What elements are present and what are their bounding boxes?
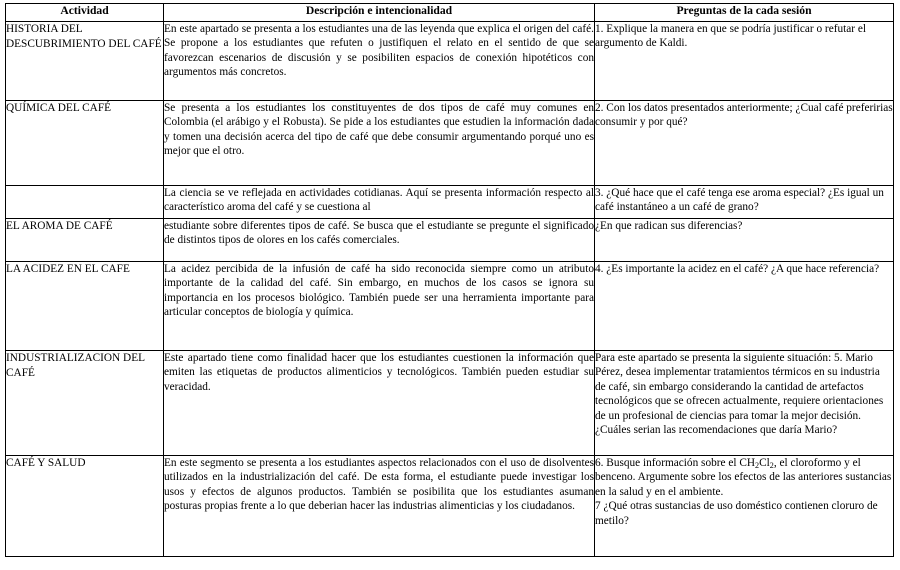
activity-questions-cell: 2. Con los datos presentados anteriormente; ¿Cual café preferirias consumir y por qué? — [595, 101, 894, 186]
question-six-post: , el cloroformo y el benceno. Argumente sobre los efectos de las anteriores sustancias en la salud y en el ambiente. — [595, 457, 892, 498]
table-row — [6, 456, 894, 557]
activity-description-cell: La acidez percibida de la infusión de café ha sido reconocida siempre como un atributo importante de la calidad del café. Sin embargo, en muchos de los casos se ignora su importancia en los procesos biológico. También puede ser una herramienta importante para articular conceptos de biología y química. — [164, 262, 595, 351]
activity-description-cell: En este apartado se presenta a los estudiantes una de las leyenda que explica el origen del café. Se propone a los estudiantes que refuten o justifiquen el relato en el sentido de que se favorezcan escenarios de discusión y se posibiliten espacios de conexión hipotéticos con argumentos más concretos. — [164, 22, 595, 101]
table-body — [6, 22, 894, 557]
table-row — [6, 22, 894, 101]
activity-description-cell: Se presenta a los estudiantes los constituyentes de dos tipos de café muy comunes en Colombia (el arábigo y el Robusta). Se pide a los estudiantes que estudien la información dada y tomen una decisión acerca del tipo de café que debe consumir argumentando porqué uno es mejor que el otro. — [164, 101, 595, 186]
column-header-actividad: Actividad — [6, 4, 164, 22]
question-six — [595, 456, 893, 499]
table-row — [6, 186, 894, 219]
activity-name-cell-empty — [6, 186, 164, 219]
activity-description-cell-part2: estudiante sobre diferentes tipos de café. Se busca que el estudiante se pregunte el significado de distintos tipos de olores en los cafés comerciales. — [164, 219, 595, 262]
activity-name-cell: QUÍMICA DEL CAFÉ — [6, 101, 164, 186]
table-row — [6, 351, 894, 456]
question-seven: 7 ¿Qué otras sustancias de uso doméstico contienen cloruro de metilo? — [595, 500, 878, 527]
activity-description-cell: En este segmento se presenta a los estudiantes aspectos relacionados con el uso de disolventes utilizados en la industrialización del café. De esta forma, el estudiante puede investigar los usos y efectos de algunos productos. También se posibilita que los estudiantes asuman posturas propias frente a lo que deberian hacer las industrias alimenticias y los ciudadanos. — [164, 456, 595, 557]
column-header-descripcion: Descripción e intencionalidad — [164, 4, 595, 22]
activity-name-cell: EL AROMA DE CAFÉ — [6, 219, 164, 262]
activity-questions-cell-part1: 3. ¿Qué hace que el café tenga ese aroma especial? ¿Es igual un café instantáneo a un café de grano? — [595, 186, 894, 219]
activity-table — [5, 3, 894, 557]
question-six-pre: 6. Busque información sobre el CH — [595, 457, 756, 469]
activity-questions-cell: Para este apartado se presenta la siguiente situación: 5. Mario Pérez, desea implementar tratamientos térmicos en su industria de café, sin embargo considerando la cantidad de artefactos tecnológicos que se ofrecen actualmente, requiere orientaciones de un profesional de ciencias para tomar la mejor decisión. ¿Cuáles serian las recomendaciones que daría Mario? — [595, 351, 894, 456]
table-header-row — [6, 4, 894, 22]
formula-subscript-2b: 2 — [769, 461, 774, 471]
activity-description-cell-part1: La ciencia se ve reflejada en actividades cotidianas. Aquí se presenta información respecto al característico aroma del café y se cuestiona al — [164, 186, 595, 219]
activity-name-cell: HISTORIA DEL DESCUBRIMIENTO DEL CAFÉ — [6, 22, 164, 101]
activity-name-cell: CAFÉ Y SALUD — [6, 456, 164, 557]
formula-subscript-2a: 2 — [755, 461, 760, 471]
table-header — [6, 4, 894, 22]
column-header-preguntas: Preguntas de la cada sesión — [595, 4, 894, 22]
table-row — [6, 219, 894, 262]
activity-questions-cell: 1. Explique la manera en que se podría justificar o refutar el argumento de Kaldi. — [595, 22, 894, 101]
activity-name-cell: LA ACIDEZ EN EL CAFE — [6, 262, 164, 351]
activity-name-cell: INDUSTRIALIZACION DEL CAFÉ — [6, 351, 164, 456]
activity-questions-cell: 4. ¿Es importante la acidez en el café? ¿A que hace referencia? — [595, 262, 894, 351]
question-six-mid: Cl — [759, 457, 770, 469]
activity-questions-cell-part2: ¿En que radican sus diferencias? — [595, 219, 894, 262]
table-row — [6, 101, 894, 186]
table-row — [6, 262, 894, 351]
activity-questions-cell — [595, 456, 894, 557]
activity-description-cell: Este apartado tiene como finalidad hacer que los estudiantes cuestionen la información que emiten las etiquetas de productos alimenticios y tecnológicos. También pueden estudiar su veracidad. — [164, 351, 595, 456]
